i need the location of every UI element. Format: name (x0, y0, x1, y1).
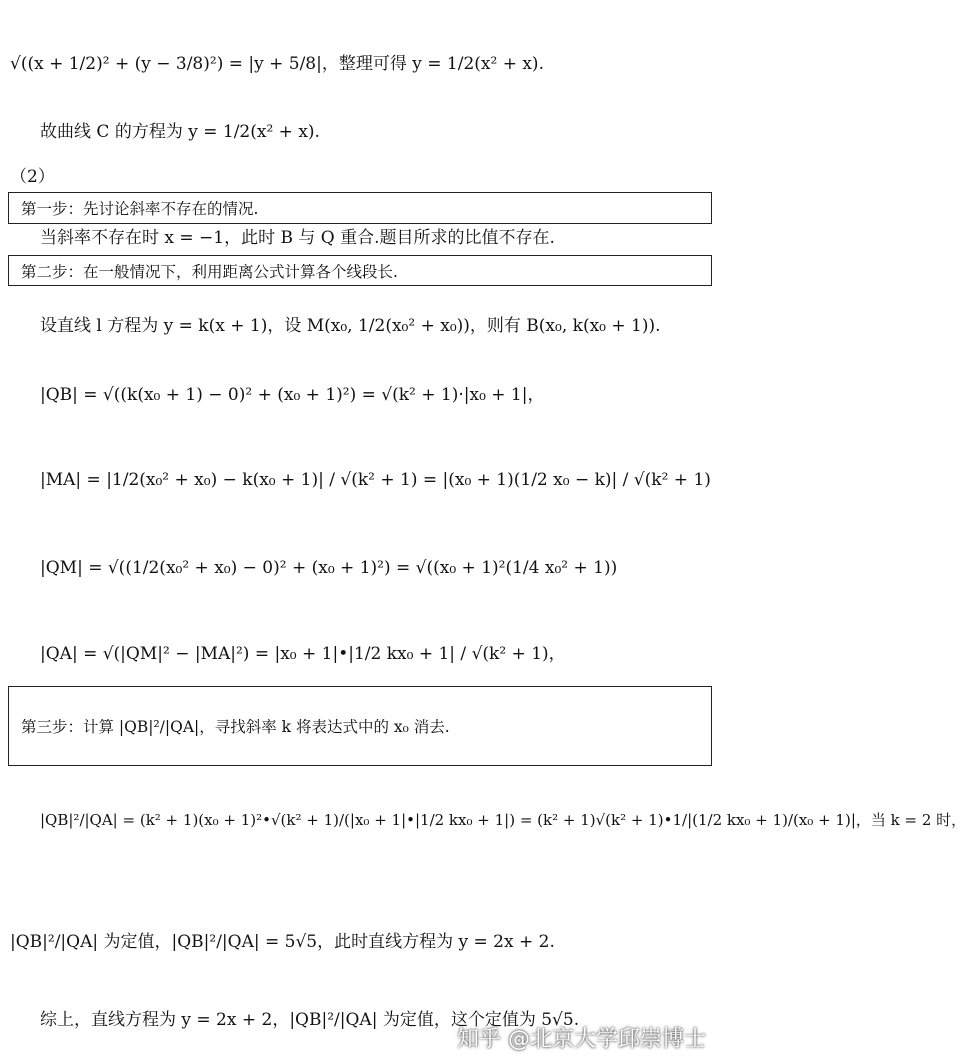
line-setup: 设直线 l 方程为 y = k(x + 1)，设 M(x₀, 1/2(x₀² + x₀))，则有 B(x₀, k(x₀ + 1)). (40, 316, 661, 336)
part-label: （2） (10, 167, 55, 187)
watermark: 知乎 @北京大学邱崇博士 (457, 1027, 706, 1052)
qm-length: |QM| = √((1/2(x₀² + x₀) − 0)² + (x₀ + 1)²) = √((x₀ + 1)²(1/4 x₀² + 1)) (40, 558, 618, 578)
curve-equation: 故曲线 C 的方程为 y = 1/2(x² + x). (40, 122, 320, 142)
qa-length: |QA| = √(|QM|² − |MA|²) = |x₀ + 1|•|1/2 kx₀ + 1| / √(k² + 1)， (40, 644, 566, 664)
step-two-box (8, 255, 712, 286)
qb-length: |QB| = √((k(x₀ + 1) − 0)² + (x₀ + 1)²) = √(k² + 1)·|x₀ + 1|， (40, 385, 545, 405)
step-two-text: 第二步：在一般情况下，利用距离公式计算各个线段长. (21, 262, 398, 281)
step-one-text: 第一步：先讨论斜率不存在的情况. (21, 200, 259, 218)
ma-length: |MA| = |1/2(x₀² + x₀) − k(x₀ + 1)| / √(k² + 1) = |(x₀ + 1)(1/2 x₀ − k)| / √(k² + 1) (40, 470, 711, 490)
no-slope-case: 当斜率不存在时 x = −1，此时 B 与 Q 重合.题目所求的比值不存在. (40, 228, 555, 248)
step-three-box (8, 686, 712, 766)
eq-distance: √((x + 1/2)² + (y − 3/8)²) = |y + 5/8|，整理可得 y = 1/2(x² + x). (10, 54, 544, 74)
summary: 综上，直线方程为 y = 2x + 2，|QB|²/|QA| 为定值，这个定值为 5√5. (40, 1010, 580, 1030)
step-one-box (8, 192, 712, 224)
ratio-expression: |QB|²/|QA| = (k² + 1)(x₀ + 1)²•√(k² + 1)/(|x₀ + 1|•|1/2 kx₀ + 1|) = (k² + 1)√(k² + 1)•1/|(1/2 kx₀ + 1)/(x₀ + 1)|，当 k = 2 时， (40, 811, 966, 829)
constant-value: |QB|²/|QA| 为定值，|QB|²/|QA| = 5√5，此时直线方程为 y = 2x + 2. (10, 932, 555, 952)
step-three-text: 第三步：计算 |QB|²/|QA|，寻找斜率 k 将表达式中的 x₀ 消去. (21, 718, 450, 736)
